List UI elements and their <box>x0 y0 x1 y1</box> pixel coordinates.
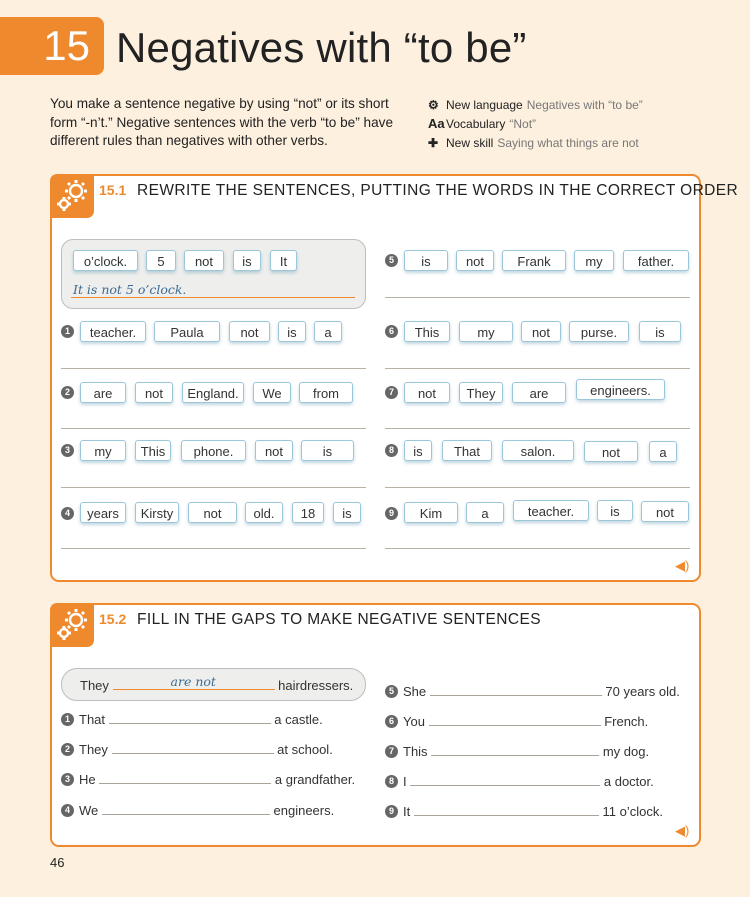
exercise-number: 15.2 <box>99 611 127 627</box>
word-card[interactable]: is <box>597 500 633 521</box>
item-number: 2 <box>61 386 74 399</box>
word-card[interactable]: That <box>442 440 492 461</box>
fill-gap[interactable] <box>102 802 270 815</box>
answer-line[interactable] <box>61 428 366 429</box>
item-number: 1 <box>61 325 74 338</box>
example-answer: It is not 5 o’clock. <box>73 282 187 297</box>
answer-line[interactable] <box>385 548 690 549</box>
word-card[interactable]: teacher. <box>80 321 146 342</box>
answer-line[interactable] <box>385 487 690 488</box>
puzzle-icon: ✚ <box>428 136 439 150</box>
sentence-start: They <box>79 742 108 757</box>
sentence-start: That <box>79 712 106 727</box>
answer-line[interactable] <box>385 368 690 369</box>
word-card[interactable]: not <box>229 321 270 342</box>
word-card[interactable]: This <box>404 321 450 342</box>
sentence-start: It <box>403 804 411 819</box>
answer-line[interactable] <box>61 487 366 488</box>
example-answer-line <box>71 297 355 298</box>
item-number: 3 <box>61 773 74 786</box>
word-card[interactable]: old. <box>245 502 283 523</box>
item-number: 4 <box>61 804 74 817</box>
fill-gap[interactable] <box>410 773 600 786</box>
word-card[interactable]: not <box>184 250 224 271</box>
fill-sentence <box>79 771 355 787</box>
skill-vocabulary <box>428 116 536 132</box>
fill-gap[interactable] <box>414 803 599 816</box>
sentence-end: a castle. <box>274 712 323 727</box>
skill-value: Negatives with “to be” <box>526 98 643 112</box>
skill-label: New language <box>446 98 523 112</box>
answer-line[interactable] <box>385 428 690 429</box>
word-card[interactable]: not <box>584 441 638 462</box>
item-number: 6 <box>385 325 398 338</box>
fill-sentence <box>79 711 323 727</box>
word-card[interactable]: Kirsty <box>135 502 179 523</box>
skill-label: New skill <box>446 136 494 150</box>
word-card[interactable]: not <box>135 382 173 403</box>
sentence-end: a grandfather. <box>274 772 356 787</box>
skill-new-language <box>428 97 643 113</box>
fill-gap[interactable] <box>431 743 599 756</box>
word-card[interactable]: This <box>135 440 171 461</box>
sentence-start: This <box>403 744 428 759</box>
item-number: 7 <box>385 386 398 399</box>
word-card[interactable]: my <box>459 321 513 342</box>
sentence-start: You <box>403 714 425 729</box>
item-number: 6 <box>385 715 398 728</box>
word-card[interactable]: not <box>404 382 450 403</box>
word-card[interactable]: teacher. <box>513 500 589 521</box>
fill-sentence <box>79 741 333 757</box>
word-card[interactable]: father. <box>623 250 689 271</box>
item-number: 5 <box>385 254 398 267</box>
word-card[interactable]: not <box>521 321 561 342</box>
sentence-end: a doctor. <box>603 774 654 789</box>
fill-gap[interactable] <box>112 741 274 754</box>
sentence-end: engineers. <box>273 803 335 818</box>
word-card[interactable]: salon. <box>502 440 574 461</box>
word-card[interactable]: Paula <box>154 321 220 342</box>
word-card[interactable]: not <box>255 440 293 461</box>
example-sentence <box>80 674 354 693</box>
sentence-end: hairdressers. <box>278 678 354 693</box>
vocabulary-icon: Aa <box>428 116 445 131</box>
item-number: 3 <box>61 444 74 457</box>
word-card[interactable]: is <box>333 502 361 523</box>
exercise-gear-icon <box>50 603 94 647</box>
sentence-end: 70 years old. <box>605 684 680 699</box>
word-card[interactable]: It <box>270 250 297 271</box>
item-number: 8 <box>385 444 398 457</box>
sentence-end: my dog. <box>602 744 650 759</box>
word-card[interactable]: o’clock. <box>73 250 138 271</box>
sentence-start: They <box>80 678 109 693</box>
word-card[interactable]: purse. <box>569 321 629 342</box>
intro-paragraph: You make a sentence negative by using “not” or its short form “-n’t.” Negative sentences with the verb “to be” have different rules than negatives with other verbs. <box>50 96 394 148</box>
gear-icon: ⚙ <box>428 98 439 112</box>
item-number: 8 <box>385 775 398 788</box>
fill-sentence <box>403 713 648 729</box>
word-card[interactable]: engineers. <box>576 379 665 400</box>
word-card[interactable]: a <box>314 321 342 342</box>
word-card[interactable]: England. <box>182 382 244 403</box>
answer-line[interactable] <box>61 368 366 369</box>
page-number: 46 <box>50 855 65 870</box>
skill-value: “Not” <box>509 117 537 131</box>
word-card[interactable]: 5 <box>146 250 176 271</box>
fill-sentence <box>403 683 680 699</box>
sentence-end: 11 o’clock. <box>602 804 663 819</box>
skill-new-skill <box>428 135 639 151</box>
item-number: 7 <box>385 745 398 758</box>
word-card[interactable]: is <box>404 440 432 461</box>
fill-sentence <box>403 743 649 759</box>
word-card[interactable]: my <box>80 440 126 461</box>
sentence-start: She <box>403 684 427 699</box>
word-card[interactable]: a <box>466 502 504 523</box>
page-title: Negatives with “to be” <box>116 24 527 71</box>
audio-speaker-icon[interactable]: ◀) <box>675 823 690 838</box>
word-card[interactable]: phone. <box>181 440 246 461</box>
fill-sentence <box>79 802 334 818</box>
sentence-start: He <box>79 772 96 787</box>
item-number: 4 <box>61 507 74 520</box>
word-card[interactable]: is <box>278 321 306 342</box>
fill-sentence <box>403 773 654 789</box>
word-card[interactable]: We <box>253 382 291 403</box>
answer-line[interactable] <box>385 297 690 298</box>
word-card[interactable]: They <box>459 382 503 403</box>
skill-value: Saying what things are not <box>497 136 639 150</box>
sentence-end: French. <box>604 714 649 729</box>
fill-gap[interactable] <box>99 771 271 784</box>
word-card[interactable]: a <box>649 441 677 462</box>
word-card[interactable]: my <box>574 250 614 271</box>
sentence-start: We <box>79 803 99 818</box>
item-number: 9 <box>385 805 398 818</box>
word-card[interactable]: is <box>404 250 448 271</box>
word-card[interactable]: Frank <box>502 250 566 271</box>
fill-sentence <box>403 803 663 819</box>
audio-speaker-icon[interactable]: ◀) <box>675 558 690 573</box>
word-card[interactable]: from <box>299 382 353 403</box>
word-card[interactable]: not <box>641 501 689 522</box>
fill-gap[interactable] <box>109 711 271 724</box>
word-card[interactable]: is <box>301 440 354 461</box>
exercise-gear-icon <box>50 174 94 218</box>
unit-number-badge: 15 <box>0 17 104 75</box>
word-card[interactable]: are <box>512 382 566 403</box>
word-card[interactable]: not <box>456 250 494 271</box>
item-number: 2 <box>61 743 74 756</box>
word-card[interactable]: 18 <box>292 502 324 523</box>
fill-gap[interactable] <box>429 713 601 726</box>
fill-gap[interactable] <box>430 683 602 696</box>
word-card[interactable]: not <box>188 502 237 523</box>
sentence-start: I <box>403 774 407 789</box>
word-card[interactable]: is <box>639 321 681 342</box>
sentence-end: at school. <box>277 742 333 757</box>
skill-label: Vocabulary <box>446 117 506 131</box>
answer-line[interactable] <box>61 548 366 549</box>
exercise-title: FILL IN THE GAPS TO MAKE NEGATIVE SENTENCES <box>137 611 541 628</box>
item-number: 1 <box>61 713 74 726</box>
item-number: 5 <box>385 685 398 698</box>
item-number: 9 <box>385 507 398 520</box>
word-card[interactable]: are <box>80 382 126 403</box>
exercise-title: REWRITE THE SENTENCES, PUTTING THE WORDS IN THE CORRECT ORDER <box>137 182 739 199</box>
word-card[interactable]: years <box>80 502 126 523</box>
word-card[interactable]: is <box>233 250 261 271</box>
example-gap <box>113 674 275 690</box>
exercise-number: 15.1 <box>99 182 127 198</box>
example-answer: are not <box>170 674 216 689</box>
word-card[interactable]: Kim <box>404 502 458 523</box>
